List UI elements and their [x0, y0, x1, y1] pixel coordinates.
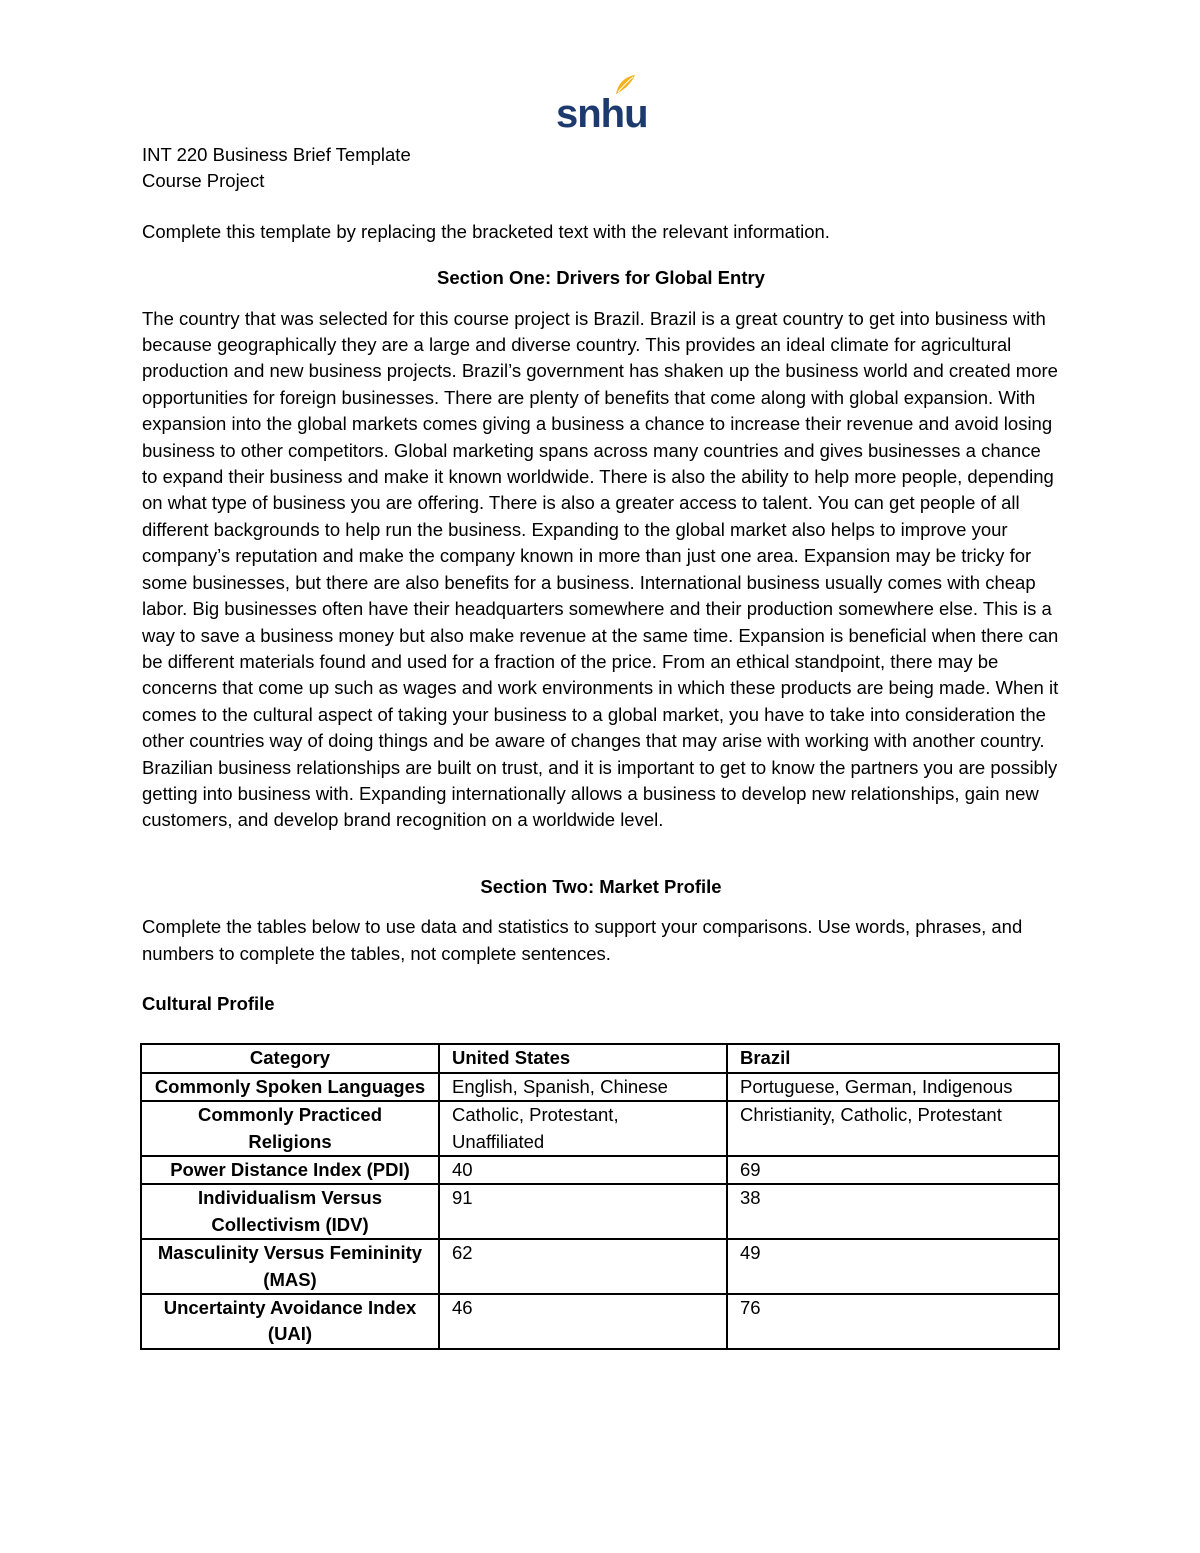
row-category: Individualism Versus Collectivism (IDV)	[141, 1184, 439, 1239]
section-one-heading: Section One: Drivers for Global Entry	[437, 267, 765, 289]
row-us-value: 46	[439, 1294, 727, 1349]
instructions-text: Complete this template by replacing the bracketed text with the relevant information.	[142, 220, 830, 242]
row-brazil-value: 76	[727, 1294, 1059, 1349]
row-category: Uncertainty Avoidance Index (UAI)	[141, 1294, 439, 1349]
table-row	[141, 1239, 1059, 1294]
row-category: Commonly Spoken Languages	[141, 1073, 439, 1101]
row-brazil-value: Christianity, Catholic, Protestant	[727, 1101, 1059, 1156]
cultural-profile-title: Cultural Profile	[142, 992, 275, 1014]
table-row	[141, 1073, 1059, 1101]
document-body	[142, 142, 1060, 1350]
row-category: Power Distance Index (PDI)	[141, 1156, 439, 1184]
row-us-value: 91	[439, 1184, 727, 1239]
section-two-heading: Section Two: Market Profile	[480, 875, 722, 897]
row-brazil-value: 69	[727, 1156, 1059, 1184]
row-brazil-value: 38	[727, 1184, 1059, 1239]
snhu-logo	[556, 74, 648, 136]
table-header-row	[141, 1044, 1059, 1072]
table-row	[141, 1294, 1059, 1349]
row-brazil-value: Portuguese, German, Indigenous	[727, 1073, 1059, 1101]
header-brazil: Brazil	[727, 1044, 1059, 1072]
row-us-value: 62	[439, 1239, 727, 1294]
document-subtitle: Course Project	[142, 170, 265, 192]
row-category: Commonly Practiced Religions	[141, 1101, 439, 1156]
row-brazil-value: 49	[727, 1239, 1059, 1294]
section-two-body: Complete the tables below to use data and statistics to support your comparisons. Use words, phrases, and numbers to complete the tables, not complete sentences.	[142, 916, 1023, 964]
row-us-value: English, Spanish, Chinese	[439, 1073, 727, 1101]
logo-wordmark: snhu	[556, 92, 648, 136]
table-row	[141, 1156, 1059, 1184]
row-us-value: 40	[439, 1156, 727, 1184]
header-category: Category	[141, 1044, 439, 1072]
section-one-body: The country that was selected for this course project is Brazil. Brazil is a great country to get into business with because geographically they are a large and diverse country. This provides an ideal climate for agricultural production and new business projects. Brazil’s government has shaken up the business world and created more opportunities for foreign businesses. There are plenty of benefits that come along with global expansion. With expansion into the global markets comes giving a business a chance to increase their revenue and avoid losing business to other competitors. Global marketing spans across many countries and gives businesses a chance to expand their business and make it known worldwide. There is also the ability to help more people, depending on what type of business you are offering. There is also a greater access to talent. You can get people of all different backgrounds to help run the business. Expanding to the global market also helps to improve your company’s reputation and make the company known in more than just one area. Expansion may be tricky for some businesses, but there are also benefits for a business. International business usually comes with cheap labor. Big businesses often have their headquarters somewhere and their production somewhere else. This is a way to save a business money but also make revenue at the same time. Expansion is beneficial when there can be different materials found and used for a fraction of the price. From an ethical standpoint, there may be concerns that come up such as wages and work environments in which these products are being made. When it comes to the cultural aspect of taking your business to a global market, you have to take into consideration the other countries way of doing things and be aware of changes that may arise with working with another country. Brazilian business relationships are built on trust, and it is important to get to know the partners you are possibly getting into business with. Expanding internationally allows a business to develop new relationships, gain new customers, and develop brand recognition on a worldwide level.	[142, 307, 1059, 831]
row-us-value: Catholic, Protestant, Unaffiliated	[439, 1101, 727, 1156]
document-title: INT 220 Business Brief Template	[142, 144, 411, 165]
row-category: Masculinity Versus Femininity (MAS)	[141, 1239, 439, 1294]
cultural-profile-table	[140, 1043, 1060, 1349]
header-united-states: United States	[439, 1044, 727, 1072]
table-row	[141, 1184, 1059, 1239]
table-row	[141, 1101, 1059, 1156]
